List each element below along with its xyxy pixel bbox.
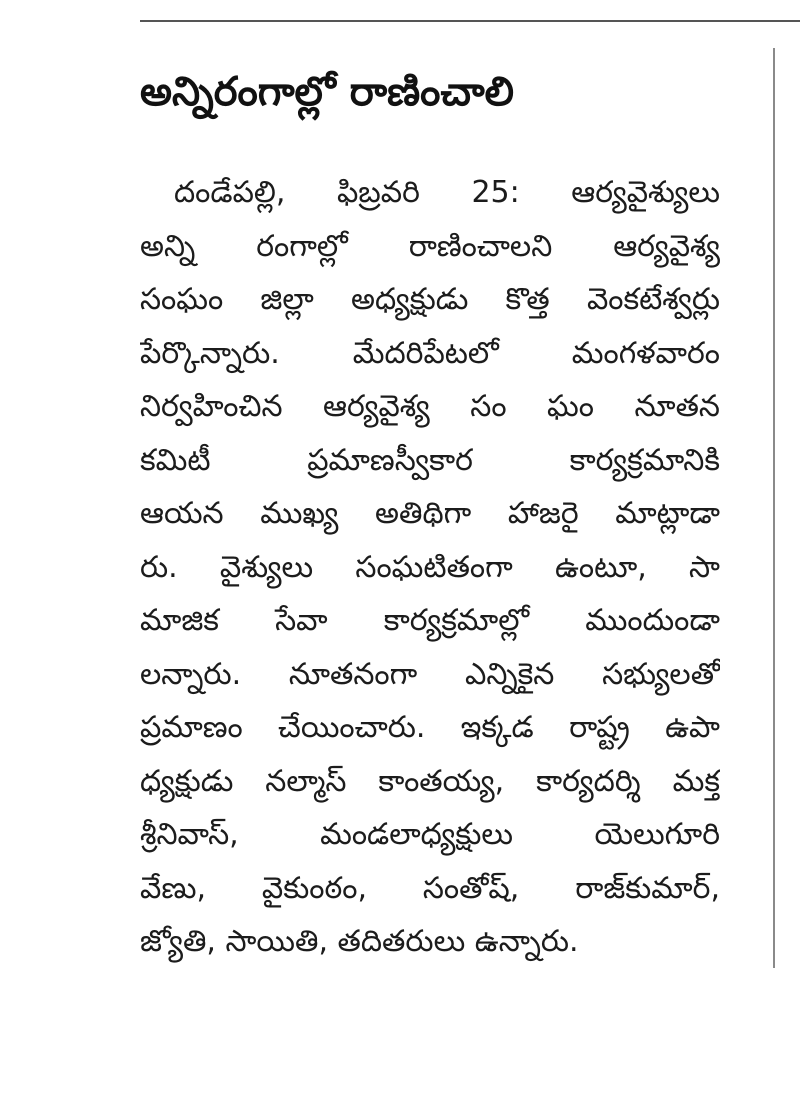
- article-line: నిర్వహించిన ఆర్యవైశ్య సం ఘం నూతన: [140, 389, 720, 424]
- article-line: ప్రమాణం చేయించారు. ఇక్కడ రాష్ట్ర ఉపా: [140, 710, 720, 745]
- article-line: మాజిక సేవా కార్యక్రమాల్లో ముందుండా: [140, 603, 720, 638]
- article-line: కమిటీ ప్రమాణస్వీకార కార్యక్రమానికి: [140, 442, 720, 478]
- article-line: పేర్కొన్నారు. మేదరిపేటలో మంగళవారం: [140, 335, 720, 371]
- article-line: లన్నారు. నూతనంగా ఎన్నికైన సభ్యులతో: [140, 656, 720, 692]
- top-rule: [140, 20, 800, 22]
- article-headline: అన్నిరంగాల్లో రాణించాలి: [140, 69, 514, 115]
- article-line: జ్యోతి, సాయితి, తదితరులు ఉన్నారు.: [140, 924, 579, 959]
- article-line: దండేపల్లి, ఫిబ్రవరి 25: ఆర్యవైశ్యులు: [174, 175, 720, 210]
- article-line: అన్ని రంగాల్లో రాణించాలని ఆర్యవైశ్య: [140, 228, 720, 264]
- column-divider: [773, 48, 775, 968]
- article-line: రు. వైశ్యులు సంఘటితంగా ఉంటూ, సా: [140, 549, 720, 585]
- article-line: వేణు, వైకుంఠం, సంతోష్, రాజ్‌కుమార్,: [140, 870, 720, 906]
- article-line: శ్రీనివాస్, మండలాధ్యక్షులు యెలుగూరి: [140, 817, 720, 852]
- article-body: [140, 166, 720, 969]
- article-line: ఆయన ముఖ్య అతిథిగా హాజరై మాట్లాడా: [140, 496, 720, 531]
- article-line: సంఘం జిల్లా అధ్యక్షుడు కొత్త వెంకటేశ్వర్లు: [140, 282, 720, 317]
- article-line: ధ్యక్షుడు నల్మాస్ కాంతయ్య, కార్యదర్శి మక్త: [140, 763, 720, 799]
